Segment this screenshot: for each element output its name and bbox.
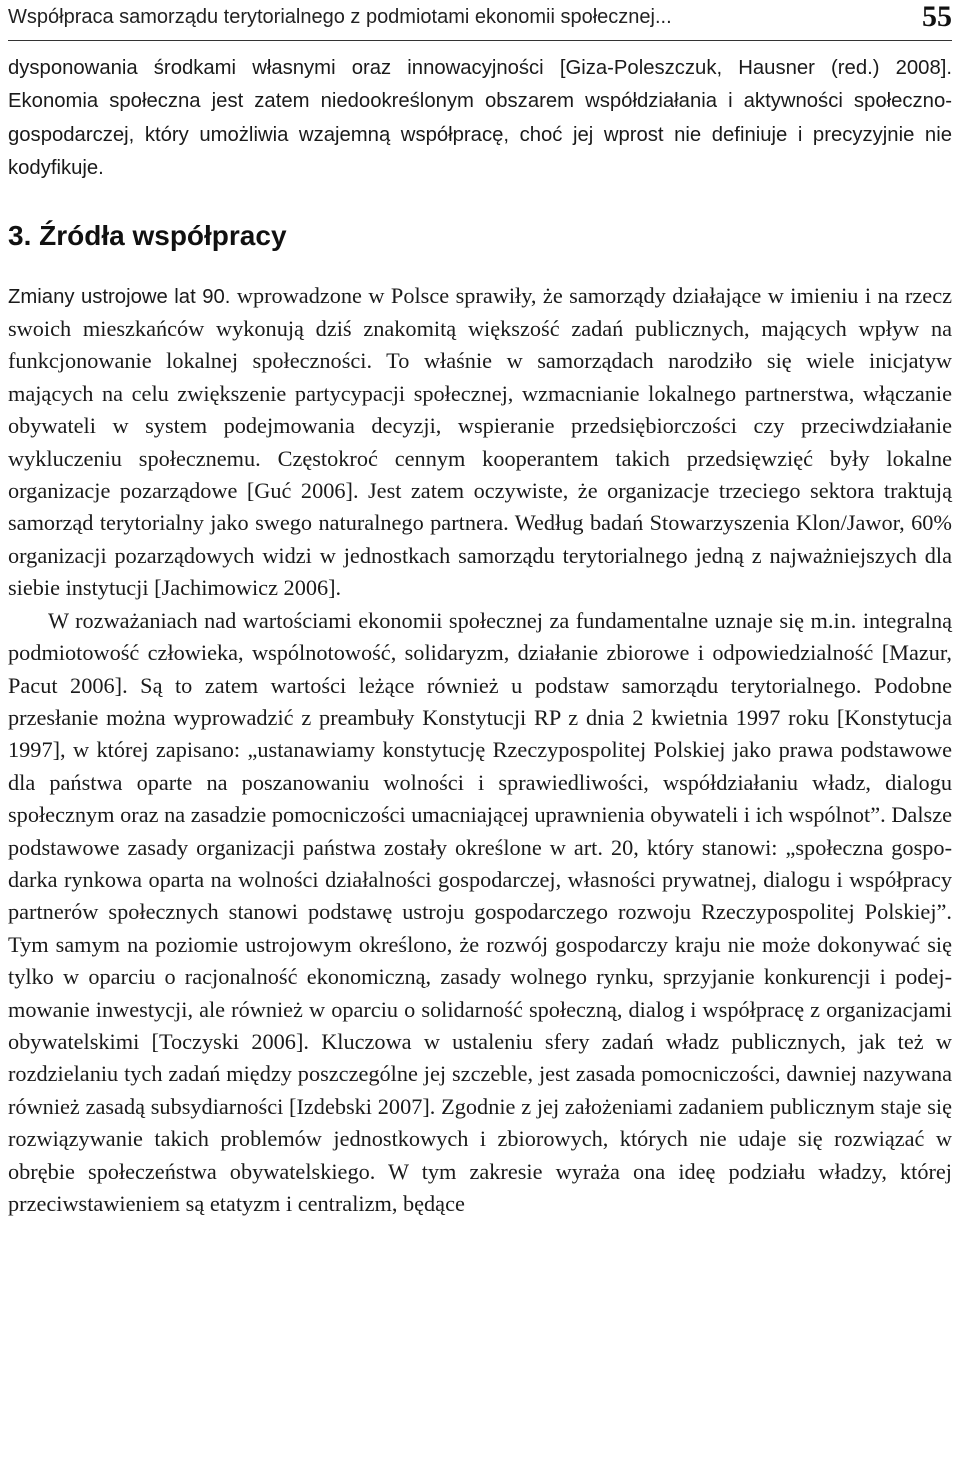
- section-heading: 3. Źródła współpracy: [8, 219, 287, 251]
- paragraph-1: [8, 280, 952, 605]
- paragraph-1-body: wprowadzone w Polsce sprawiły, że samorządy działające w imieniu i na rzecz swoich mieszkańców wykonują dziś znakomitą większość zadań publicznych, mających wpływ na funkcjonowanie lokalnej społeczności. To właśnie w samorządach narodziło się wiele inicjatyw mających na celu zwiększenie partycypacji społecznej, wzmacnianie lokalnego partnerstwa, włączanie obywateli w system podejmowania decyzji, wspieranie przedsiębiorczości czy przeciwdziałanie wykluczeniu społecznemu. Częstokroć cennym kooperantem takich przedsięwzięć były lokalne organizacje pozarządowe [Guć 2006]. Jest zatem oczywiste, że organizacje trzeciego sektora traktują samorząd terytorialny jako swego naturalnego partnera. Według badań Stowarzyszenia Klon/Jawor, 60% organizacji pozarządowych widzi w jednostkach samorządu terytorialnego jedną z najważniejszych dla siebie instytucji [Jachimowicz 2006].: [8, 282, 952, 601]
- running-header: [8, 0, 952, 41]
- intro-paragraph: [8, 51, 952, 185]
- body-text: [8, 51, 952, 1220]
- paragraph-1-lead: Zmiany ustrojowe lat 90.: [8, 285, 231, 308]
- paragraph-2: W rozważaniach nad wartościami ekonomii społecznej za fundamentalne uznaje się m.in. integralną podmiotowość człowieka, wspólnotowość, solidaryzm, działanie zbiorowe i odpowiedzialność [Mazur, Pacut 2006]. Są to zatem wartości leżące również u podstaw samorządu terytorialnego. Podobne przesłanie można wyprowadzić z preambuły Konstytucji RP z dnia 2 kwietnia 1997 roku [Konstytucja 1997], w której zapisano: „ustanawiamy konstytucję Rzeczypospolitej Polskiej jako prawa podstawowe dla państwa oparte na poszanowaniu wolności i sprawiedliwości, współdziałaniu władz, dialogu społecznym oraz na zasadzie pomocniczości umacniającej uprawnienia obywateli i ich wspólnot”. Dalsze podstawowe zasady organizacji państwa zostały określone w art. 20, który stanowi: „społeczna gospodarka rynkowa oparta na wolności działalności gospodarczej, własności prywatnej, dialogu i współpracy partnerów społecznych stanowi podstawę ustroju gospodarczego rozwoju Rzeczypospolitej Polskiej”. Tym samym na poziomie ustrojowym określono, że rozwój gospodarczy kraju nie może dokonywać się tylko w oparciu o racjonalność ekonomiczną, zasady wolnego rynku, sprzyjanie konkurencji i podejmowanie inwestycji, ale również w oparciu o solidarność społeczną, dialog i współpracę z organizacjami obywatelskimi [Toczyski 2006]. Kluczowa w ustaleniu sfery zadań władz publicznych, jak też w rozdzielaniu tych zadań między poszczególne jej szczeble, jest zasada pomocniczości, dawniej nazywana również zasadą subsydiarności [Izdebski 2007]. Zgodnie z jej założeniami zadaniem publicznym staje się rozwiązywanie takich problemów jednostkowych i zbiorowych, których nie udaje się rozwiązać w obrębie społeczeństwa obywatelskiego. W tym zakresie wyraża ona ideę podziału władzy, której przeciwstawieniem są etatyzm i centralizm, będące: [8, 607, 952, 1216]
- intro-paragraph-text: dysponowania środkami własnymi oraz innowacyjności [Giza-Poleszczuk, Hausner (red.) 2008]. Ekonomia społeczna jest zatem niedookreślonym obszarem współdziałania i aktywności społeczno-gospodarczej, który umożliwia wzajemną współpracę, choć jej wprost nie definiuje i precyzyjnie nie kodyfikuje.: [8, 57, 952, 180]
- page-number: 55: [922, 0, 952, 33]
- running-header-title: Współpraca samorządu terytorialnego z podmiotami ekonomii społecznej...: [8, 6, 672, 28]
